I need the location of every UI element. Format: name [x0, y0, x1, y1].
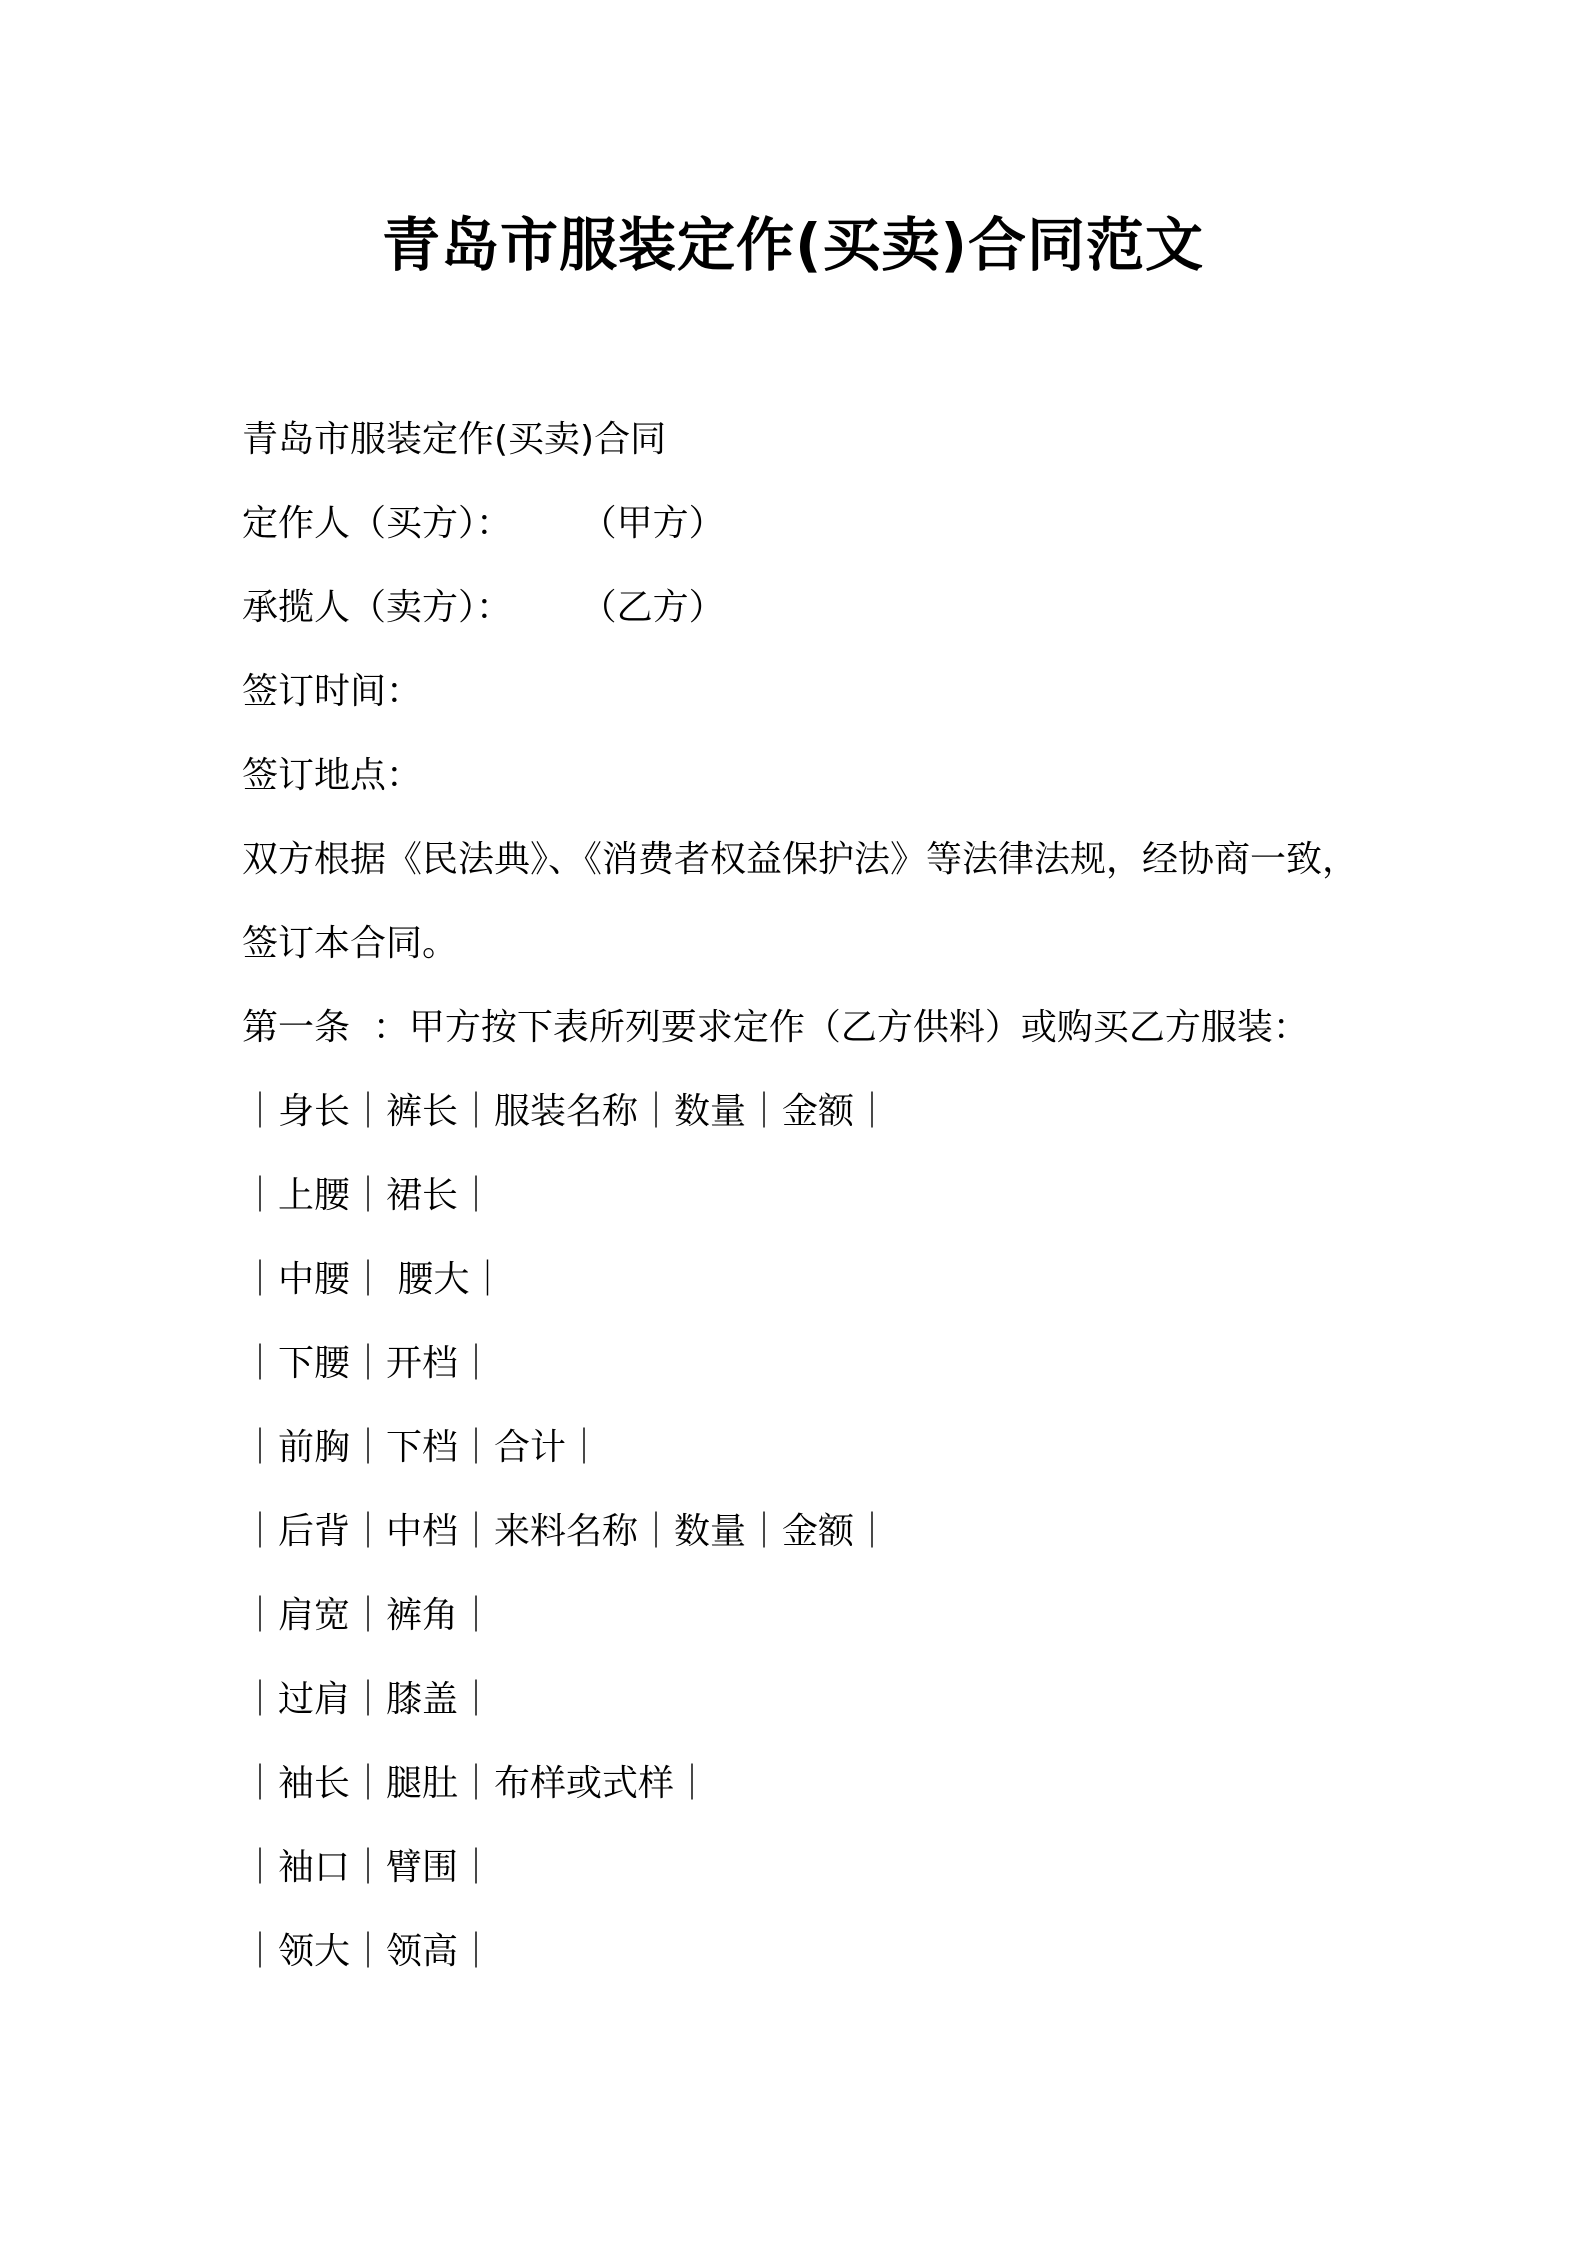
table-row: ｜后背｜中档｜来料名称｜数量｜金额｜: [242, 1511, 891, 1552]
table-row: ｜中腰｜ 腰大｜: [242, 1259, 506, 1300]
table-row: ｜领大｜领高｜: [242, 1931, 495, 1972]
preamble-line-1: 双方根据《民法典》、《消费者权益保护法》等法律法规，经协商一致，: [242, 839, 1359, 880]
signing-time-line: 签订时间：: [242, 671, 423, 712]
article-one-line: 第一条 ：甲方按下表所列要求定作（乙方供料）或购买乙方服装：: [242, 1007, 1309, 1048]
table-row: ｜下腰｜开档｜: [242, 1343, 495, 1384]
document-title: 青岛市服装定作(买卖)合同范文: [381, 211, 1205, 279]
table-row: ｜肩宽｜裤角｜: [242, 1595, 495, 1636]
table-row: ｜袖口｜臂围｜: [242, 1847, 495, 1888]
table-row: ｜身长｜裤长｜服装名称｜数量｜金额｜: [242, 1091, 891, 1132]
signing-place-line: 签订地点：: [242, 755, 423, 796]
document-body: [242, 398, 1362, 1994]
table-row: ｜前胸｜下档｜合计｜: [242, 1427, 603, 1468]
table-row: ｜袖长｜腿肚｜布样或式样｜: [242, 1763, 711, 1804]
table-row: ｜过肩｜膝盖｜: [242, 1679, 495, 1720]
table-row: ｜上腰｜裙长｜: [242, 1175, 495, 1216]
seller-line: 承揽人（卖方）： （乙方）: [242, 587, 725, 628]
contract-name: 青岛市服装定作(买卖)合同: [242, 419, 667, 460]
buyer-line: 定作人（买方）： （甲方）: [242, 503, 725, 544]
preamble-line-2: 签订本合同。: [242, 923, 459, 964]
